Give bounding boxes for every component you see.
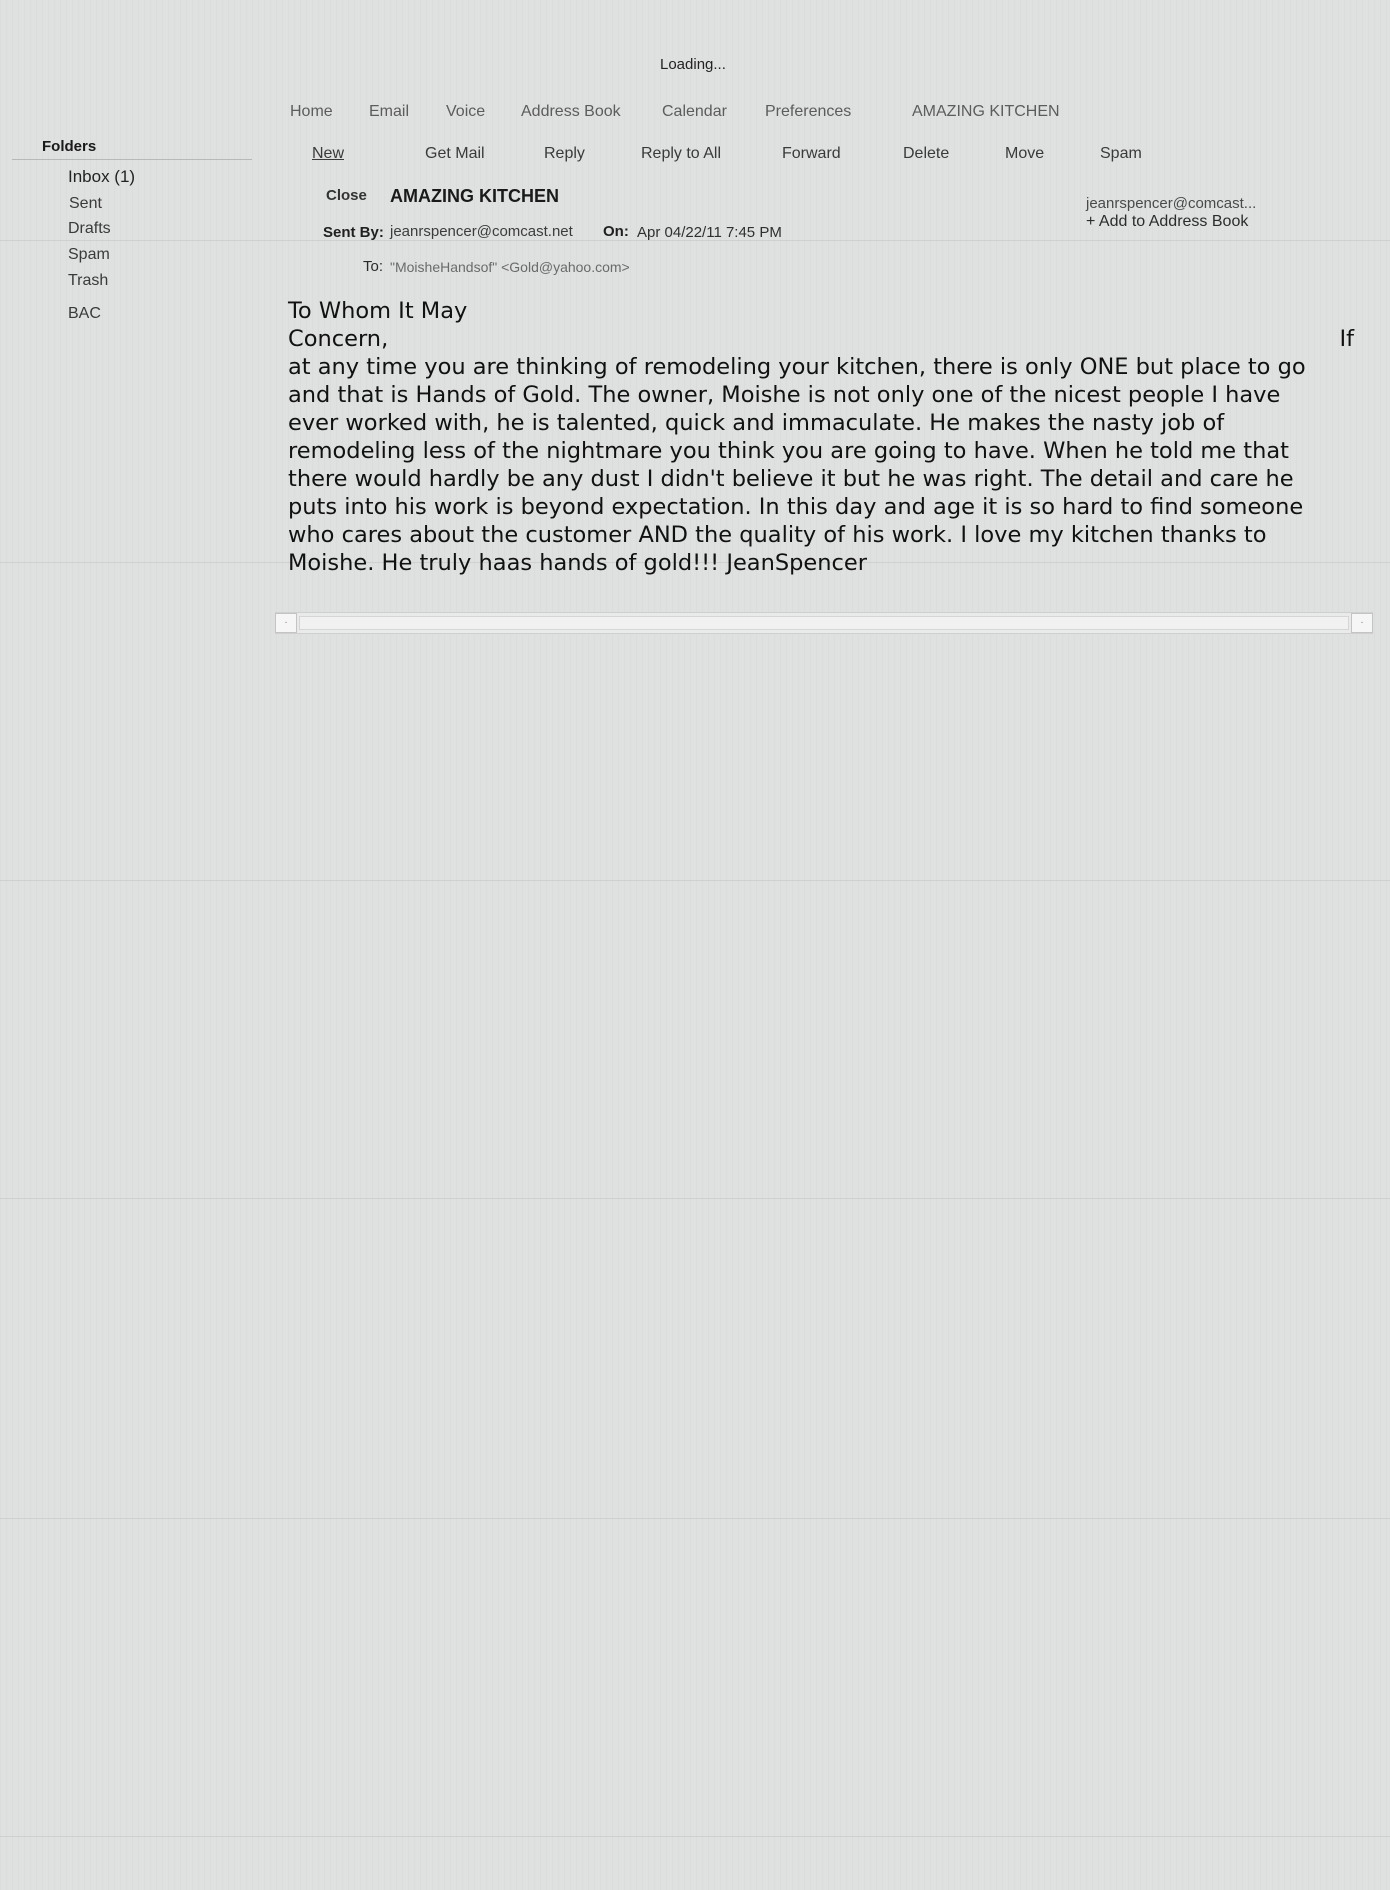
folder-inbox[interactable]: Inbox (1) — [68, 167, 136, 186]
sender-display[interactable]: jeanrspencer@comcast... — [1086, 195, 1257, 212]
body-line: remodeling less of the nightmare you think you are going to have. When he told me that — [288, 438, 1289, 464]
scroll-right-icon[interactable]: · — [1351, 613, 1373, 633]
close-button[interactable]: Close — [326, 187, 367, 204]
folder-spam[interactable]: Spam — [68, 246, 110, 263]
nav-home[interactable]: Home — [290, 103, 333, 120]
loading-indicator: Loading... — [660, 56, 726, 73]
body-line: puts into his work is beyond expectation. In this day and age it is so hard to find someone — [288, 494, 1304, 520]
body-line: Moishe. He truly haas hands of gold!!! JeanSpencer — [288, 550, 867, 576]
folder-sent[interactable]: Sent — [69, 195, 102, 212]
to-label: To: — [363, 258, 384, 275]
spam-button[interactable]: Spam — [1100, 145, 1142, 162]
nav-calendar[interactable]: Calendar — [662, 103, 727, 120]
folder-bac[interactable]: BAC — [68, 305, 101, 322]
folder-trash[interactable]: Trash — [68, 272, 109, 289]
folders-heading: Folders — [42, 138, 97, 155]
new-button[interactable]: New — [312, 145, 345, 162]
delete-button[interactable]: Delete — [903, 145, 950, 162]
sent-by-label: Sent By: — [323, 224, 384, 241]
date-label: On: — [603, 223, 629, 240]
folder-drafts[interactable]: Drafts — [68, 220, 111, 237]
body-line: and that is Hands of Gold. The owner, Moishe is not only one of the nicest people I have — [288, 382, 1281, 408]
body-line: ever worked with, he is talented, quick and immaculate. He makes the nasty job of — [288, 410, 1225, 436]
forward-button[interactable]: Forward — [782, 145, 841, 162]
body-line-end: If — [1339, 326, 1354, 352]
body-line: who cares about the customer AND the quality of his work. I love my kitchen thanks to — [288, 522, 1267, 548]
body-line: To Whom It May — [288, 298, 468, 324]
body-line: at any time you are thinking of remodeling your kitchen, there is only ONE but place to go — [288, 354, 1306, 380]
scroll-left-icon[interactable]: · — [275, 613, 297, 633]
get-mail-button[interactable]: Get Mail — [425, 145, 485, 162]
add-to-address-book-link[interactable]: + Add to Address Book — [1086, 213, 1249, 230]
nav-address-book[interactable]: Address Book — [521, 103, 621, 120]
message-subject: AMAZING KITCHEN — [390, 186, 559, 206]
nav-preferences[interactable]: Preferences — [765, 103, 852, 120]
nav-voice[interactable]: Voice — [446, 103, 486, 120]
tab-amazing-kitchen[interactable]: AMAZING KITCHEN — [912, 103, 1060, 120]
body-line-start: Concern, — [288, 326, 389, 352]
body-line — [288, 325, 1354, 353]
reply-button[interactable]: Reply — [544, 145, 585, 162]
recipient-address[interactable]: "MoisheHandsof" <Gold@yahoo.com> — [390, 259, 630, 275]
horizontal-scrollbar[interactable] — [275, 612, 1373, 634]
scrollbar-track[interactable] — [299, 616, 1349, 630]
sent-by-address[interactable]: jeanrspencer@comcast.net — [390, 223, 573, 240]
message-date: Apr 04/22/11 7:45 PM — [637, 224, 782, 241]
reply-all-button[interactable]: Reply to All — [641, 145, 722, 162]
nav-email[interactable]: Email — [369, 103, 410, 120]
move-button[interactable]: Move — [1005, 145, 1045, 162]
folders-divider — [12, 159, 252, 160]
message-body — [288, 297, 1354, 577]
body-line: there would hardly be any dust I didn't believe it but he was right. The detail and care he — [288, 466, 1294, 492]
